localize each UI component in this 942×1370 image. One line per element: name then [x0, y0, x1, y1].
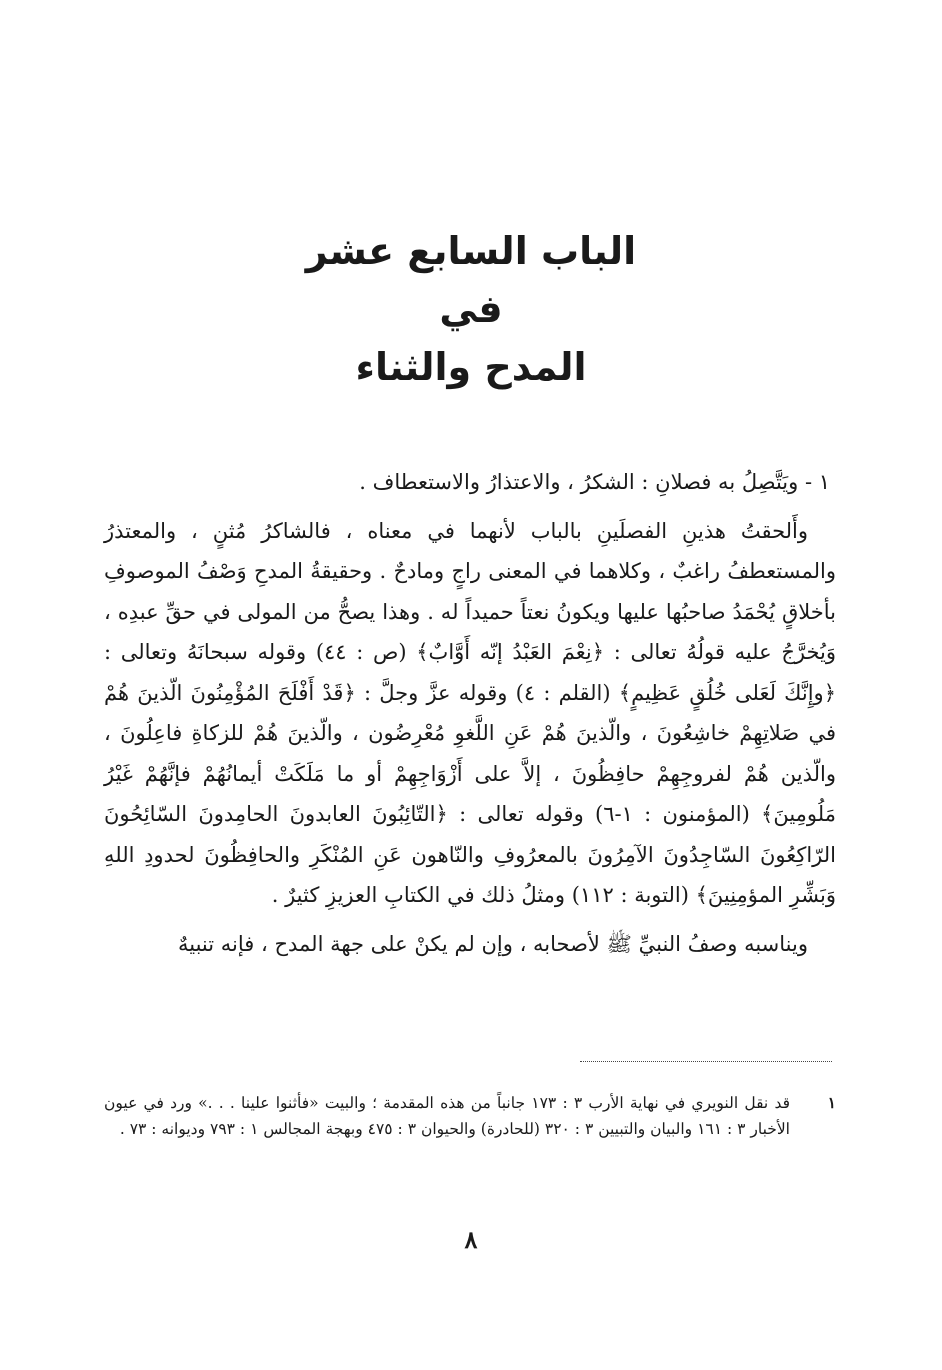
- footnote-number: ١: [827, 1093, 836, 1112]
- paragraph-1: ١ - ويَتَّصِلُ به فصلانِ : الشكرُ ، والاعتذارُ والاستعطاف .: [359, 470, 830, 494]
- chapter-title-line-3: المدح والثناء: [355, 345, 587, 389]
- chapter-title-line-2: في: [439, 287, 503, 331]
- paragraph-3: ويناسبه وصفُ النبيِّ ﷺ لأصحابه ، وإن لم يكنْ على جهة المدح ، فإنه تنبيهٌ: [178, 931, 808, 956]
- footnote-item: [104, 1090, 836, 1142]
- body-text: [104, 462, 836, 972]
- page-number: ٨: [464, 1225, 478, 1254]
- footnotes: [104, 1090, 836, 1142]
- footnote-separator: [580, 1061, 832, 1062]
- footnote-text: قد نقل النويري في نهاية الأرب ٣ : ١٧٣ جانباً من هذه المقدمة ؛ والبيت «فأثنوا علينا . . .» ورد في عيون الأخبار ٣ : ١٦١ والبيان والتبيين ٣ : ٣٢٠ (للحادرة) والحيوان ٣ : ٤٧٥ وبهجة المجالس ١ : ٧٩٣ وديوانه : ٧٣ .: [104, 1094, 790, 1138]
- paragraph-2: وأَلحقتُ هذينِ الفصلَينِ بالباب لأنهما في معناه ، فالشاكرُ مُثنٍ ، والمعتذرُ والمستعطفُ راغبٌ ، وكلاهما في المعنى راجٍ ومادحٌ . وحقيقةُ المدحِ وَصْفُ الموصوفِ بأخلاقٍ يُحْمَدُ صاحبُها عليها ويكونُ نعتاً حميداً له . وهذا يصحُّ من المولى في حقِّ عبدِه ، وَيُخرَّجُ عليه قولُهُ تعالى : ﴿نِعْمَ العَبْدُ إنّه أَوَّابٌ﴾ (ص : ٤٤) وقوله سبحانَهُ وتعالى : ﴿وإِنَّكَ لَعَلى خُلُقٍ عَظِيمٍ﴾ (القلم : ٤) وقوله عزَّ وجلَّ : ﴿قَدْ أَفْلَحَ المُؤْمِنُونَ الّذينَ هُمْ في صَلاتِهِمْ خاشِعُونَ ، والّذينَ هُمْ عَنِ اللَّغوِ مُعْرِضُون ، والّذينَ هُمْ للزكاةِ فاعِلُونَ ، والّذين هُمْ لفروجِهِمْ حافِظُونَ ، إلاَّ على أَزْوَاجِهِمْ أو ما مَلَكَتْ أيمانُهُمْ فإنَّهُمْ غَيْرُ مَلُومِينَ﴾ (المؤمنون : ١-٦) وقوله تعالى : ﴿التّائِبُونَ العابدونَ الحامِدونَ السّائِحُونَ الرّاكِعُونَ السّاجِدُونَ الآمِرُونَ بالمعرُوفِ والنّاهون عَنِ المُنْكَرِ والحافِظُونَ لحدودِ اللهِ وَبَشِّرِ المؤمِنِينَ﴾ (التوبة : ١١٢) ومثلُ ذلك في الكتابِ العزيزِ كثيرٌ .: [104, 518, 837, 907]
- chapter-title: [0, 222, 942, 396]
- chapter-title-line-1: الباب السابع عشر: [305, 229, 637, 273]
